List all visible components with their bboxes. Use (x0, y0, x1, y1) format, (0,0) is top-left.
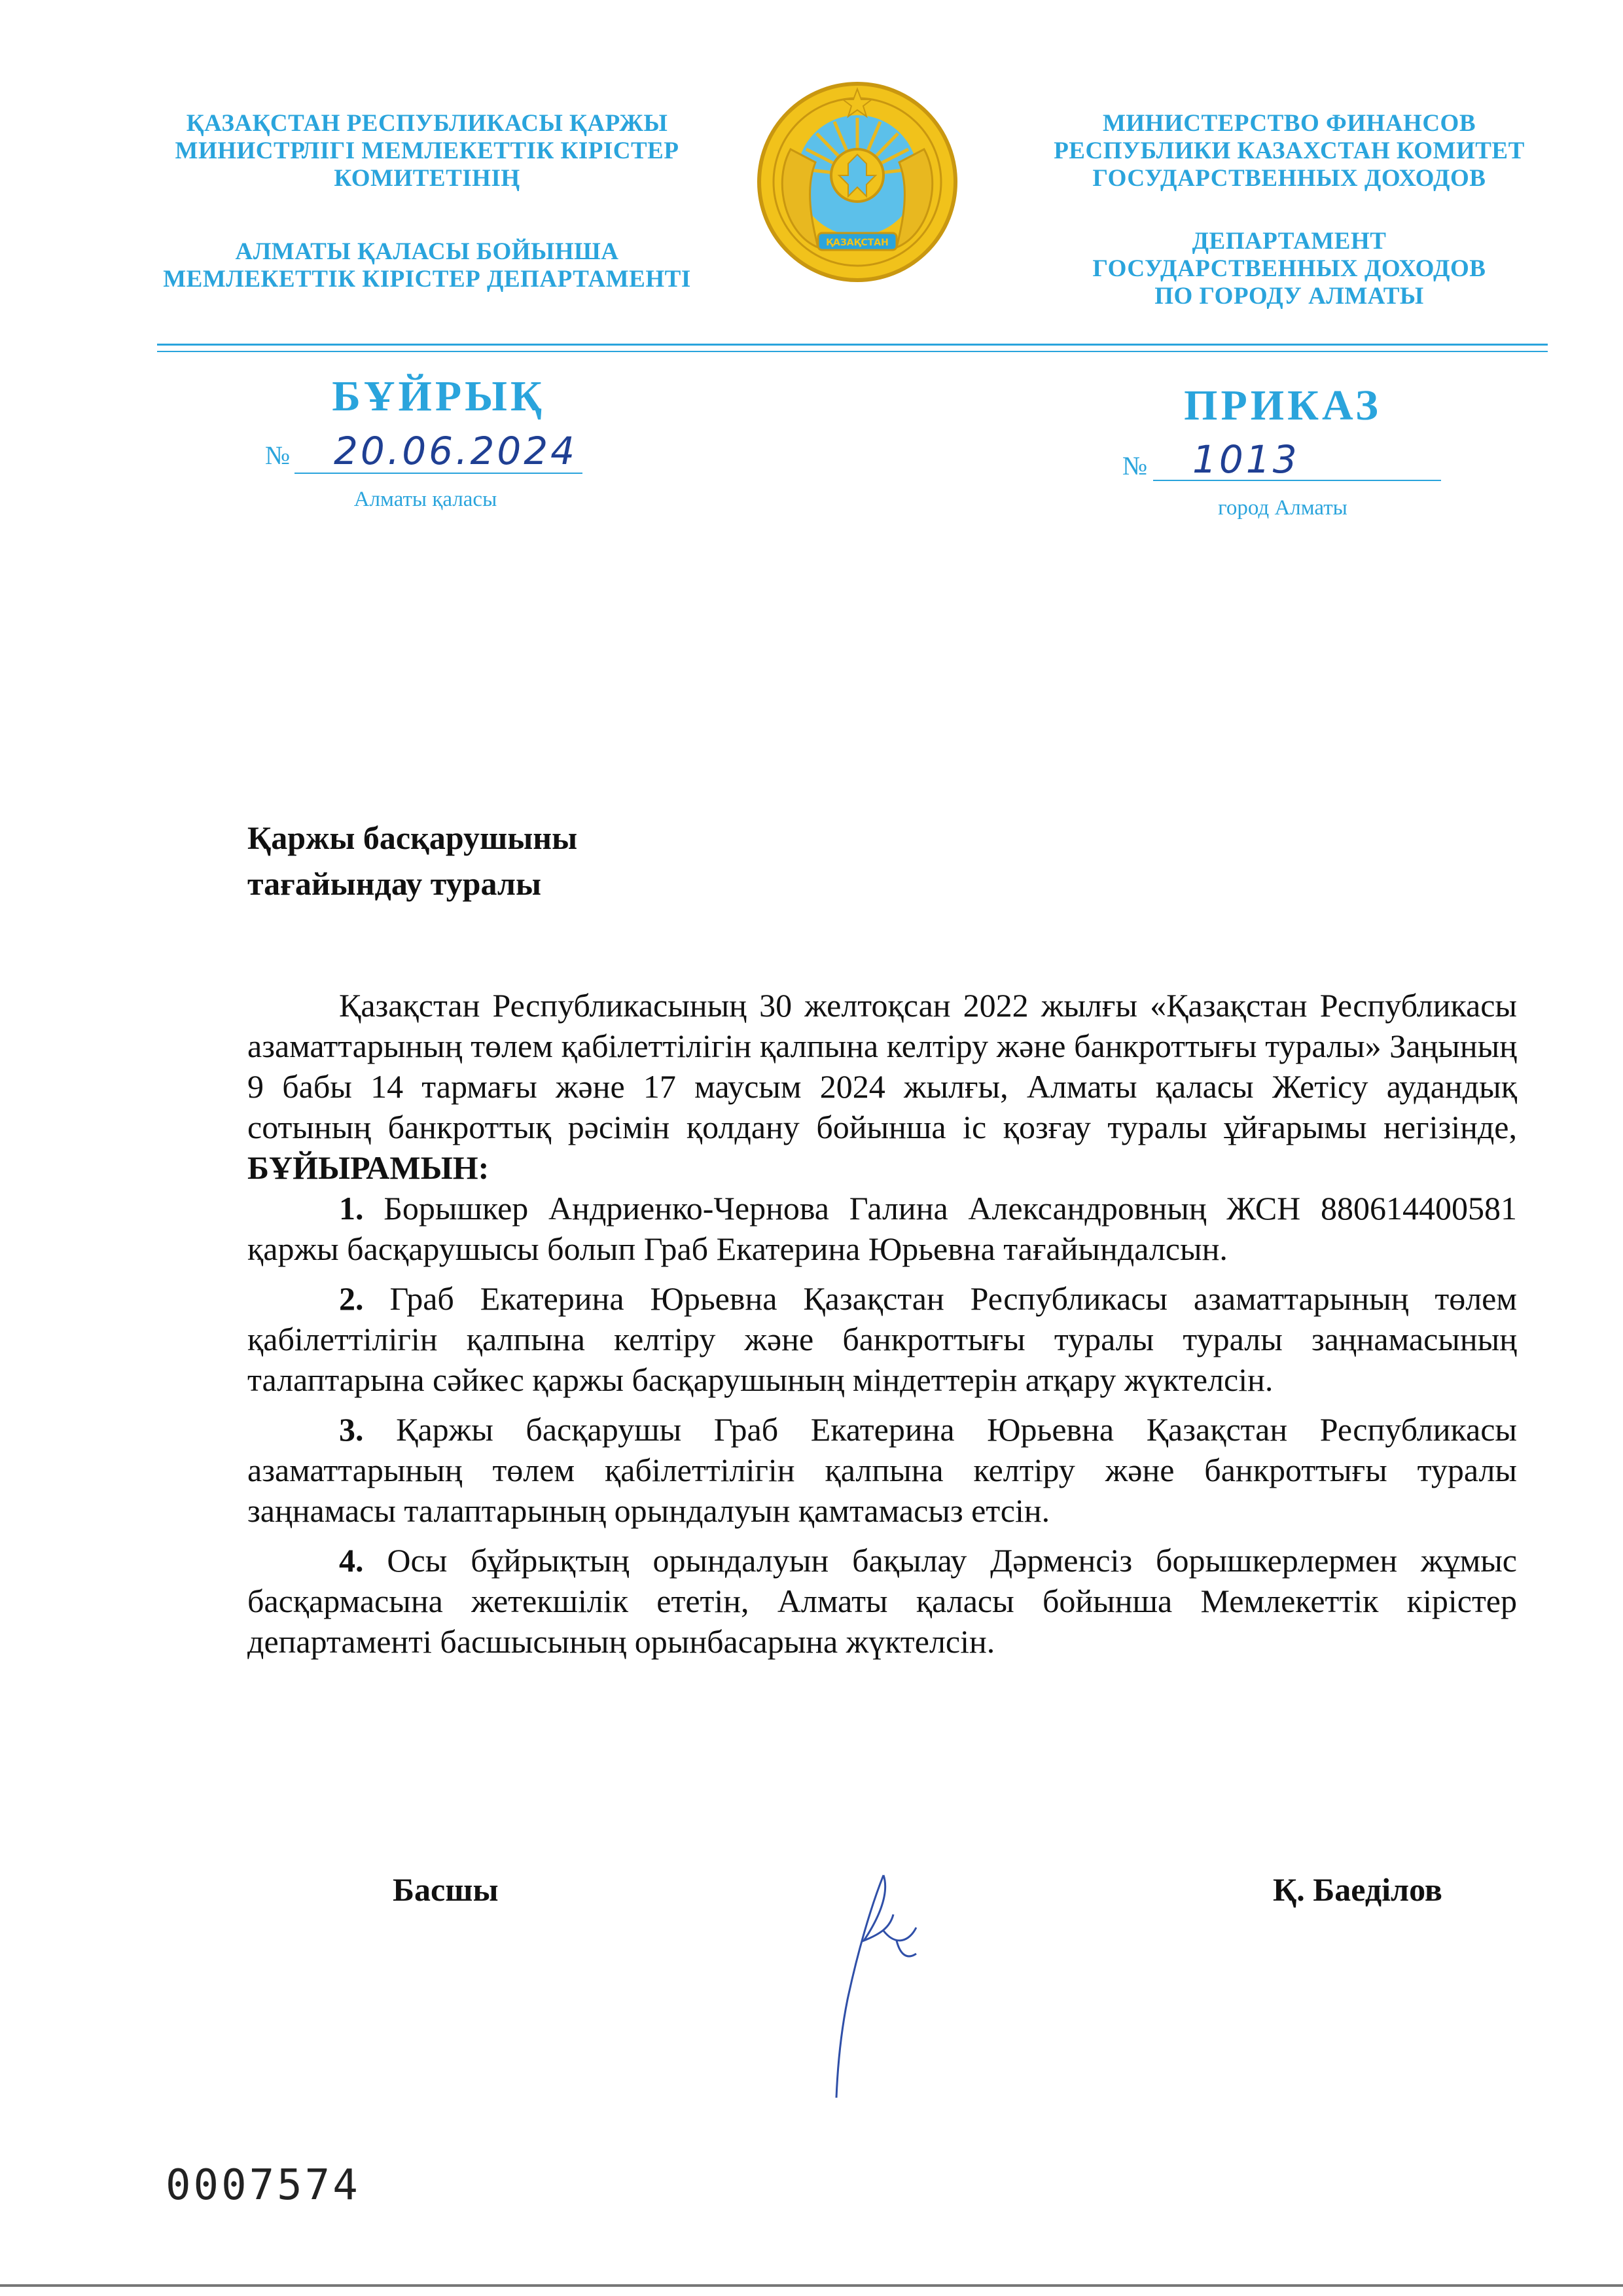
signer-title: Басшы (393, 1871, 499, 1908)
city-ru: город Алматы (1218, 496, 1347, 520)
order-item (247, 1188, 1517, 1269)
item-number: 3. (339, 1411, 364, 1448)
order-title-kz: БҰЙРЫҚ (332, 372, 545, 420)
letterhead-kz-line: КОМИТЕТІНІҢ (334, 165, 520, 192)
scan-edge (0, 2284, 1623, 2287)
city-kz: Алматы қаласы (353, 488, 497, 511)
handwritten-date: 20.06.2024 (334, 429, 578, 473)
order-title-ru: ПРИКАЗ (1184, 382, 1382, 429)
item-number: 1. (339, 1190, 364, 1227)
item-text: Граб Екатерина Юрьевна Қазақстан Республикасы азаматтарының төлем қабілеттілігін қалпына келтіру және банкроттығы туралы туралы заңнамасының талаптарына сәйкес қаржы басқарушының міндеттерін атқару жүктелсін. (247, 1280, 1518, 1398)
serial-number: 0007574 (166, 2161, 361, 2210)
letterhead-kz-line: ҚАЗАҚСТАН РЕСПУБЛИКАСЫ ҚАРЖЫ (186, 110, 668, 137)
subject-line: Қаржы басқарушыны (247, 819, 578, 856)
letterhead-kz (154, 110, 700, 293)
letterhead-ru-line: ГОСУДАРСТВЕННЫХ ДОХОДОВ (1092, 255, 1486, 282)
handwritten-order-number: 1013 (1192, 437, 1300, 482)
letterhead-ru-line: ГОСУДАРСТВЕННЫХ ДОХОДОВ (1092, 165, 1486, 192)
letterhead-ru-line: РЕСПУБЛИКИ КАЗАХСТАН КОМИТЕТ (1054, 137, 1525, 164)
item-text: Қаржы басқарушы Граб Екатерина Юрьевна Қазақстан Республикасы азаматтарының төлем қабілеттілігін қалпына келтіру және банкроттығы туралы заңнамасы талаптарының орындалуын қамтамасыз етсін. (247, 1411, 1517, 1529)
intro-text: Қазақстан Республикасының 30 желтоқсан 2022 жылғы «Қазақстан Республикасы азаматтарының төлем қабілеттілігін қалпына келтіру және банкроттығы туралы» Заңының 9 бабы 14 тармағы және 17 маусым 2024 жылғы, Алматы қаласы Жетісу аудандық сотының банкроттық рәсімін қолдану бойынша іс қозғау туралы ұйғарымы негізінде, (247, 987, 1517, 1145)
order-item (247, 1278, 1517, 1400)
item-text: Борышкер Андриенко-Чернова Галина Александровның ЖСН 880614400581 қаржы басқарушысы болып Граб Екатерина Юрьевна тағайындалсын. (247, 1190, 1517, 1267)
item-number: 4. (339, 1542, 364, 1579)
order-subject (247, 815, 577, 906)
subject-line: тағайындау туралы (247, 865, 542, 902)
number-sign: № (1122, 451, 1148, 480)
order-item (247, 1409, 1517, 1531)
letterhead-kz-line: МЕМЛЕКЕТТІК КІРІСТЕР ДЕПАРТАМЕНТІ (163, 266, 691, 293)
handwritten-signature (785, 1869, 929, 2104)
state-emblem-icon (753, 77, 962, 287)
signer-name: Қ. Баеділов (1273, 1871, 1442, 1908)
letterhead-kz-line: АЛМАТЫ ҚАЛАСЫ БОЙЫНША (235, 238, 619, 265)
letterhead-rule (157, 351, 1548, 352)
order-body (247, 985, 1517, 1662)
item-text: Осы бұйрықтың орындалуын бақылау Дәрменсіз борышкерлермен жұмыс басқармасына жетекшілік ететін, Алматы қаласы бойынша Мемлекеттік кірістер департаменті басшысының орынбасарына жүктелсін. (247, 1542, 1517, 1660)
letterhead-kz-line: МИНИСТРЛІГІ МЕМЛЕКЕТТІК КІРІСТЕР (175, 137, 679, 164)
number-sign: № (265, 440, 291, 470)
letterhead-ru-line: МИНИСТЕРСТВО ФИНАНСОВ (1102, 110, 1476, 137)
letterhead-rule (157, 344, 1548, 346)
emblem-text: ҚАЗАҚСТАН (826, 238, 889, 248)
item-number: 2. (339, 1280, 364, 1317)
intro-paragraph (247, 985, 1517, 1188)
intro-bold: БҰЙЫРАМЫН: (247, 1149, 490, 1186)
letterhead-ru-line: ПО ГОРОДУ АЛМАТЫ (1154, 283, 1424, 310)
letterhead-ru (1050, 110, 1528, 310)
letterhead-ru-line: ДЕПАРТАМЕНТ (1192, 228, 1387, 255)
order-item (247, 1540, 1517, 1662)
